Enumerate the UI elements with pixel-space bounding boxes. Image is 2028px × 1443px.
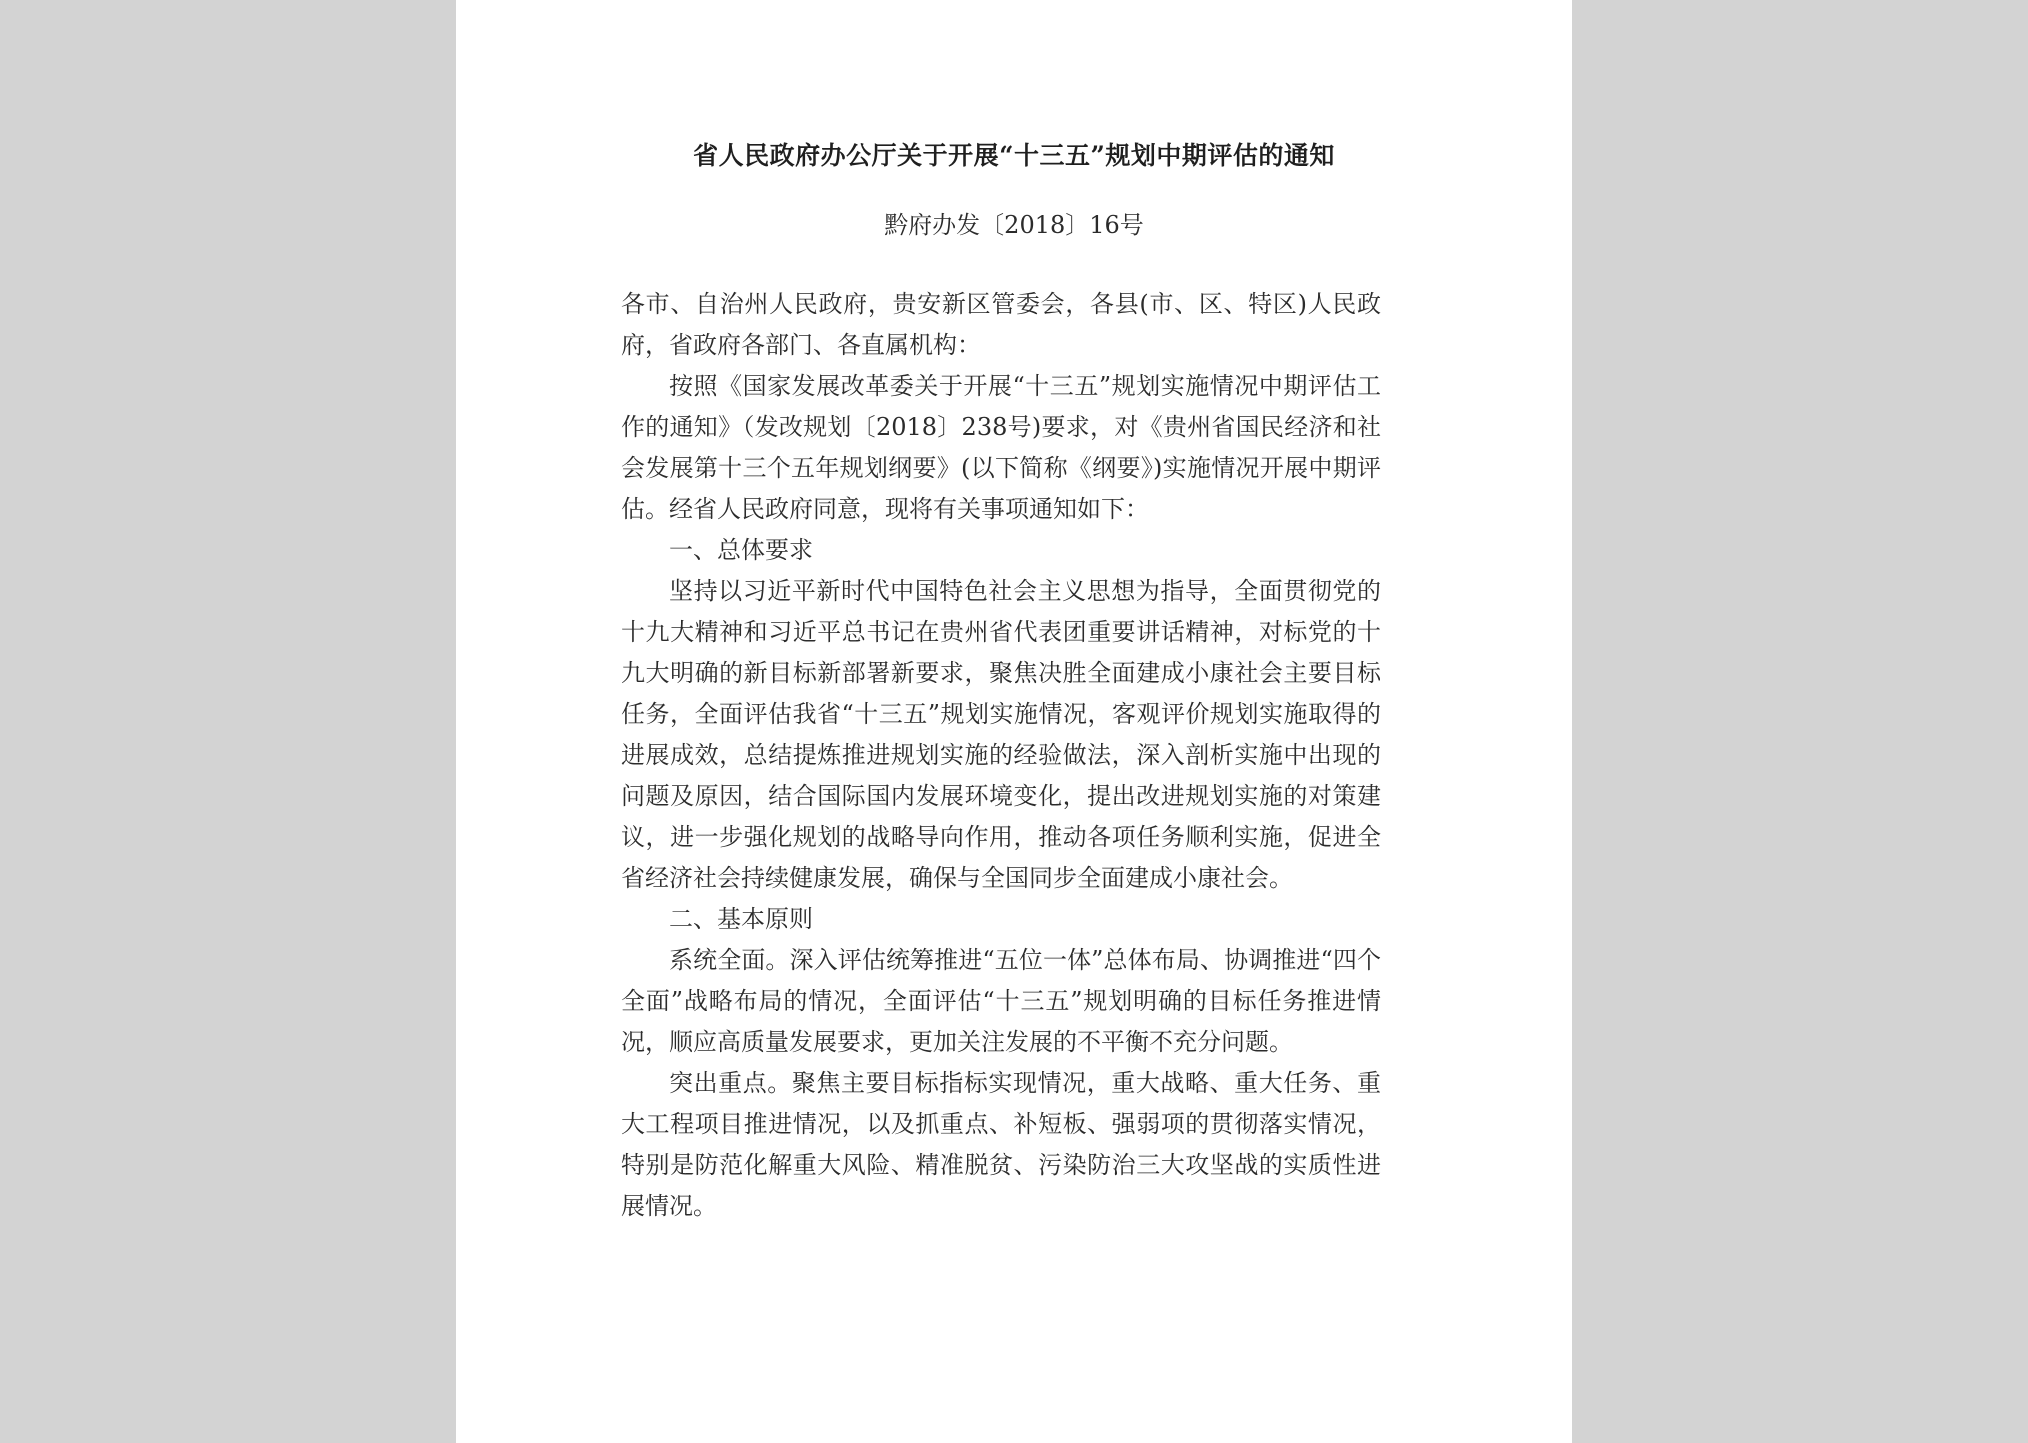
document-number: 黔府办发〔2018〕16号	[884, 211, 1144, 239]
intro-paragraph: 按照《国家发展改革委关于开展“十三五”规划实施情况中期评估工作的通知》（发改规划〔2018〕238号)要求，对《贵州省国民经济和社会发展第十三个五年规划纲要》(以下简称《纲要》)实施情况开展中期评估。经省人民政府同意，现将有关事项通知如下：	[621, 372, 1381, 523]
document-page	[456, 0, 1572, 1443]
principle-comprehensive-paragraph: 系统全面。深入评估统筹推进“五位一体”总体布局、协调推进“四个全面”战略布局的情况，全面评估“十三五”规划明确的目标任务推进情况，顺应高质量发展要求，更加关注发展的不平衡不充分问题。	[621, 946, 1381, 1056]
document-body	[621, 284, 1381, 1227]
principle-focus-paragraph: 突出重点。聚焦主要目标指标实现情况，重大战略、重大任务、重大工程项目推进情况，以及抓重点、补短板、强弱项的贯彻落实情况，特别是防范化解重大风险、精准脱贫、污染防治三大攻坚战的实质性进展情况。	[621, 1069, 1381, 1220]
section-heading-general-requirements: 一、总体要求	[669, 536, 813, 564]
document-title: 省人民政府办公厅关于开展“十三五”规划中期评估的通知	[693, 141, 1335, 170]
general-requirements-paragraph: 坚持以习近平新时代中国特色社会主义思想为指导，全面贯彻党的十九大精神和习近平总书记在贵州省代表团重要讲话精神，对标党的十九大明确的新目标新部署新要求，聚焦决胜全面建成小康社会主要目标任务，全面评估我省“十三五”规划实施情况，客观评价规划实施取得的进展成效，总结提炼推进规划实施的经验做法，深入剖析实施中出现的问题及原因，结合国际国内发展环境变化，提出改进规划实施的对策建议，进一步强化规划的战略导向作用，推动各项任务顺利实施，促进全省经济社会持续健康发展，确保与全国同步全面建成小康社会。	[621, 577, 1381, 892]
section-heading-basic-principles: 二、基本原则	[669, 905, 813, 933]
salutation-paragraph: 各市、自治州人民政府，贵安新区管委会，各县(市、区、特区)人民政府，省政府各部门、各直属机构：	[621, 290, 1381, 359]
